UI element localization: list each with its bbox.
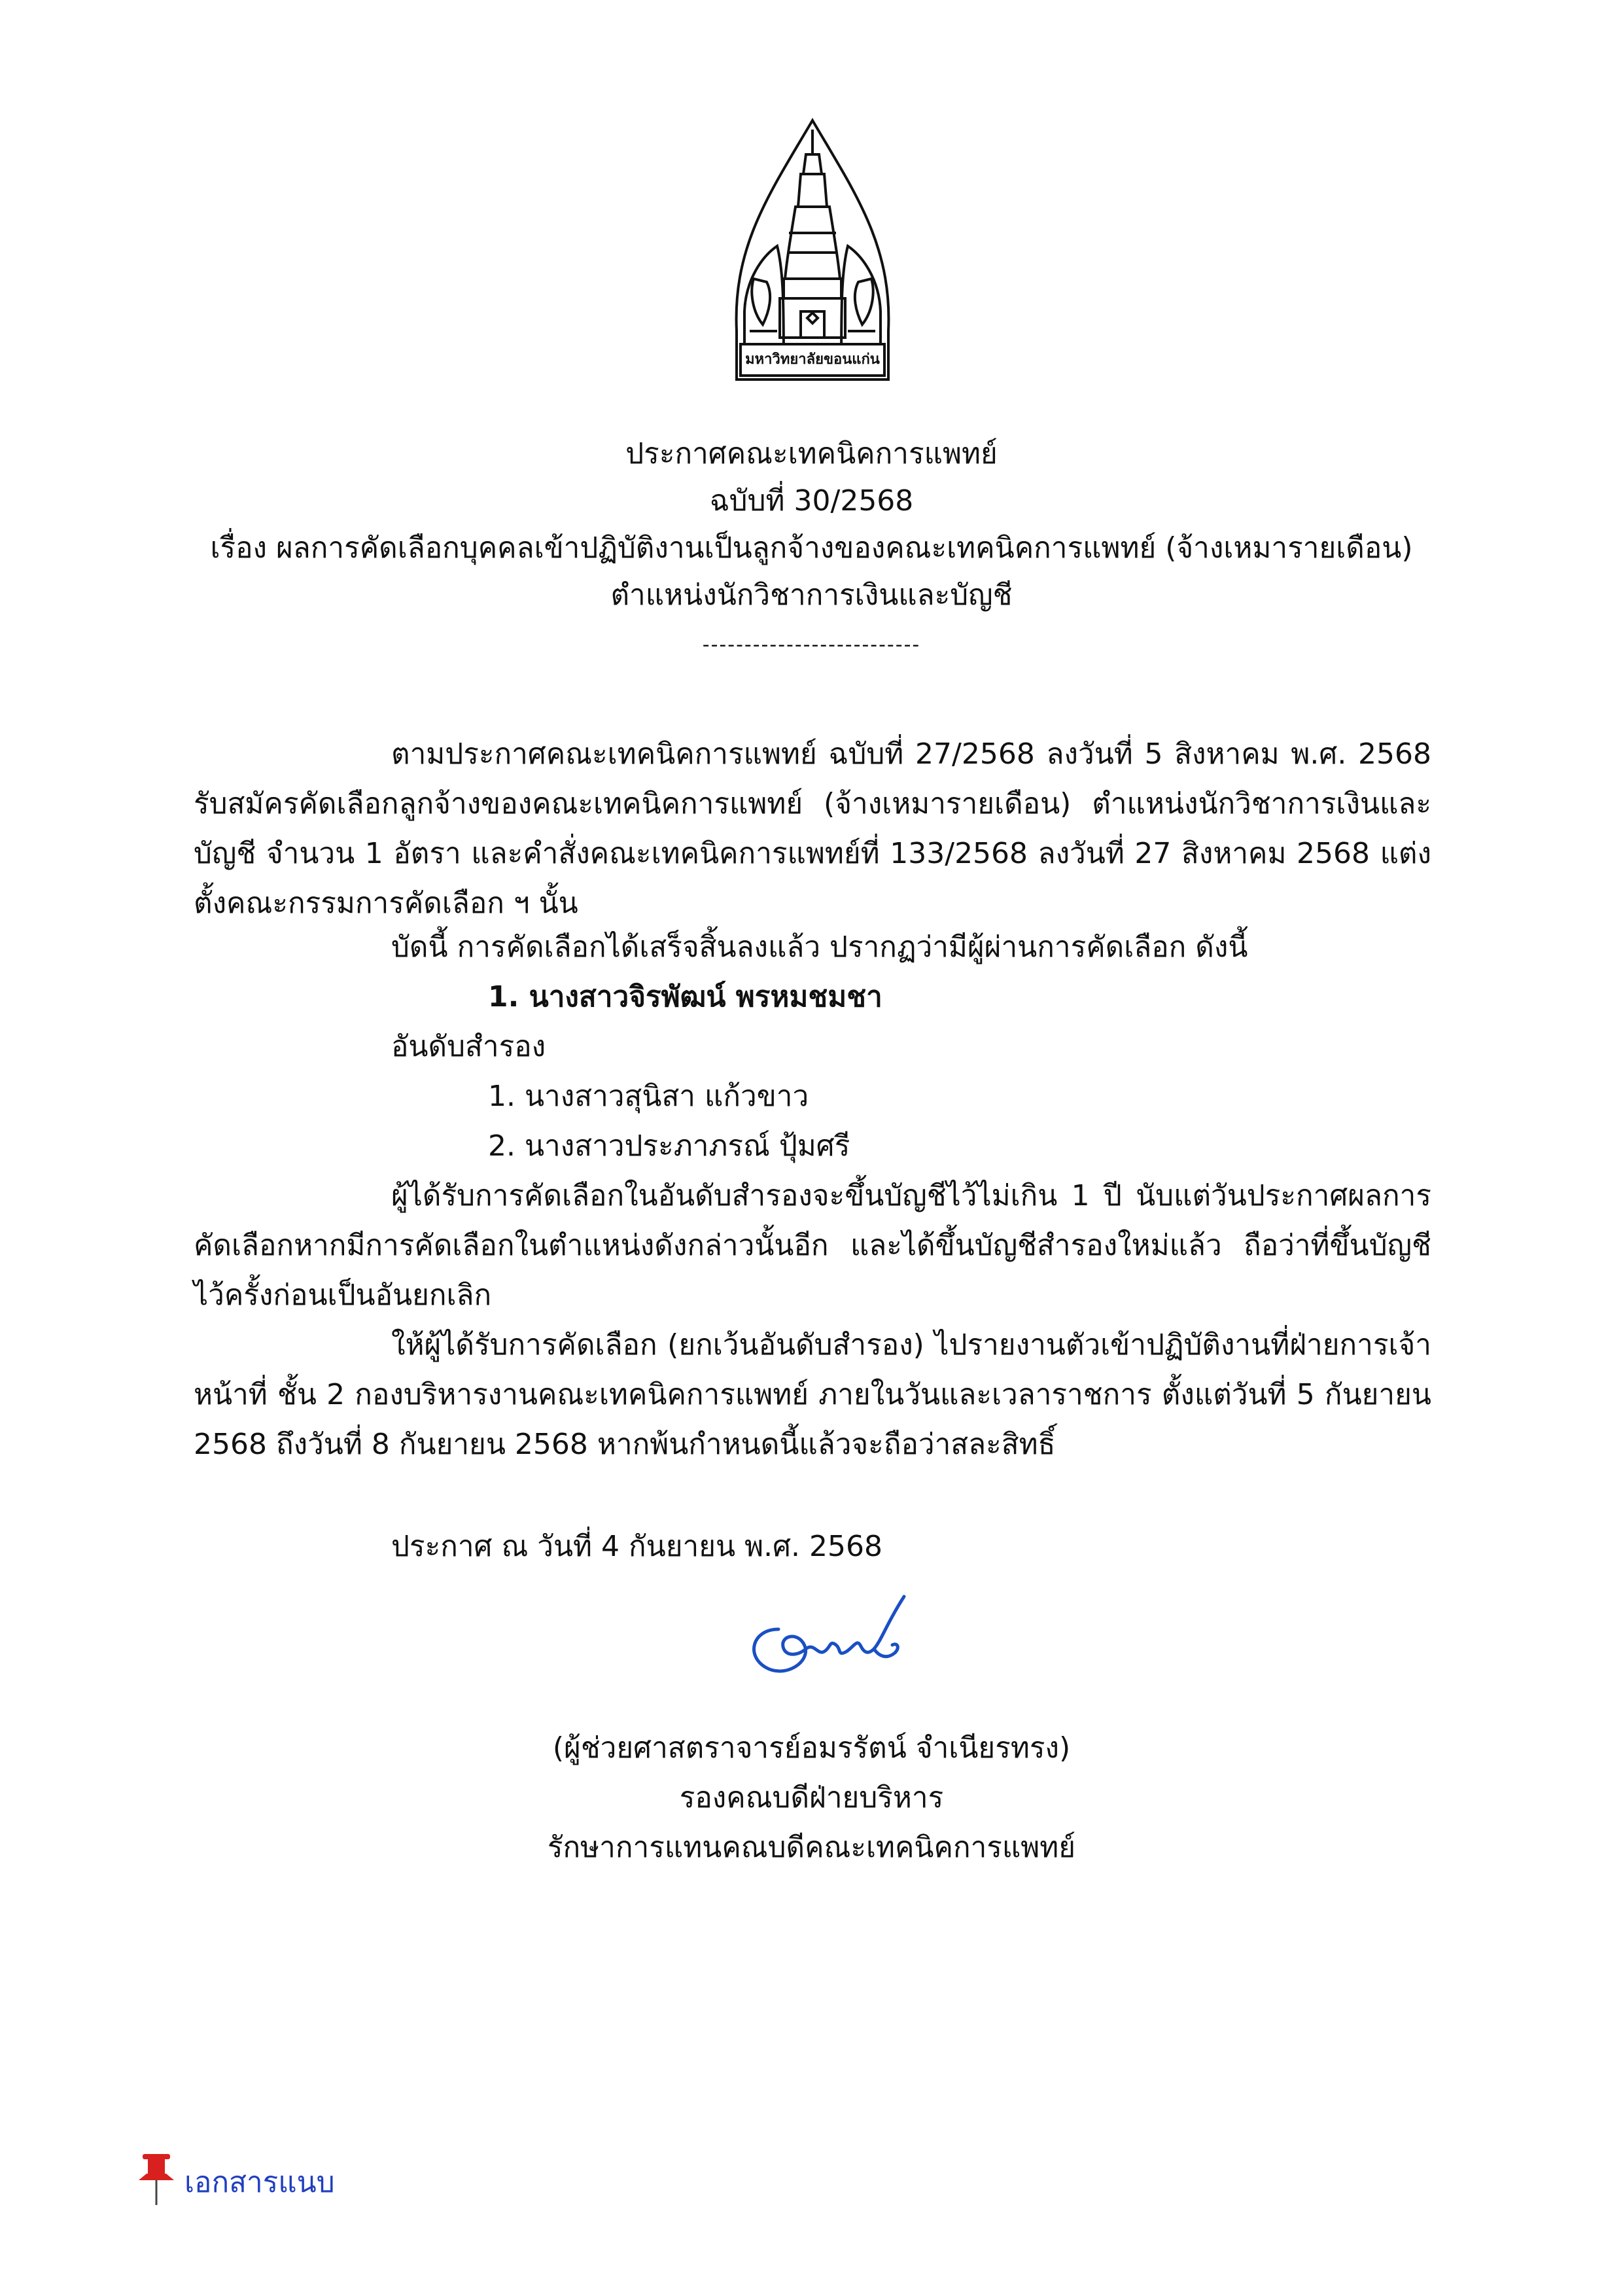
announcement-number: ฉบับที่ 30/2568 [709,484,914,518]
announcement-subject: เรื่อง ผลการคัดเลือกบุคคลเข้าปฏิบัติงานเป็นลูกจ้างของคณะเทคนิคการแพทย์ (จ้างเหมารายเดือน) [210,531,1413,565]
paragraph-result: บัดนี้ การคัดเลือกได้เสร็จสิ้นลงแล้ว ปรากฏว่ามีผู้ผ่านการคัดเลือก ดังนี้ [391,930,1248,964]
signer-title: รองคณบดีฝ่ายบริหาร [679,1781,944,1814]
signer-acting-title: รักษาการแทนคณบดีคณะเทคนิคการแพทย์ [547,1831,1076,1864]
attachment-link[interactable]: เอกสารแนบ [184,2166,335,2199]
announcement-position: ตำแหน่งนักวิชาการเงินและบัญชี [610,578,1013,612]
announcement-title: ประกาศคณะเทคนิคการแพทย์ [625,437,998,470]
paragraph-reference: ตามประกาศคณะเทคนิคการแพทย์ ฉบับที่ 27/2568 ลงวันที่ 5 สิงหาคม พ.ศ. 2568 รับสมัครคัดเลือกลูกจ้างของคณะเทคนิคการแพทย์ (จ้างเหมารายเดือน) ตำแหน่งนักวิชาการเงินและบัญชี จำนวน 1 อัตรา และคำสั่งคณะเทคนิคการแพทย์ที่ 133/2568 ลงวันที่ 27 สิงหาคม 2568 แต่งตั้งคณะกรรมการคัดเลือก ฯ นั้น [194,737,1431,920]
reserve-item-1: 1. นางสาวสุนิสา แก้วขาว [488,1080,809,1113]
selected-candidate: 1. นางสาวจิรพัฒน์ พรหมชมชา [488,980,882,1014]
paragraph-reserve-validity: ผู้ได้รับการคัดเลือกในอันดับสำรองจะขึ้นบัญชีไว้ไม่เกิน 1 ปี นับแต่วันประกาศผลการคัดเลือกหากมีการคัดเลือกในตำแหน่งดังกล่าวนั้นอีก และได้ขึ้นบัญชีสำรองใหม่แล้ว ถือว่าที่ขึ้นบัญชีไว้ครั้งก่อนเป็นอันยกเลิก [194,1179,1431,1312]
header-divider: -------------------------- [702,633,921,656]
pushpin-icon [133,2151,179,2206]
reserve-heading: อันดับสำรอง [391,1030,546,1063]
seal-caption: มหาวิทยาลัยขอนแก่น [745,351,880,368]
signer-name: (ผู้ช่วยศาสตราจารย์อมรรัตน์ จำเนียรทรง) [552,1731,1071,1765]
reserve-item-2: 2. นางสาวประภาภรณ์ ปุ้มศรี [488,1129,850,1163]
paragraph-report-duty: ให้ผู้ได้รับการคัดเลือก (ยกเว้นอันดับสำรอง) ไปรายงานตัวเข้าปฏิบัติงานที่ฝ่ายการเจ้าหน้าที่ ชั้น 2 กองบริหารงานคณะเทคนิคการแพทย์ ภายในวันและเวลาราชการ ตั้งแต่วันที่ 5 กันยายน 2568 ถึงวันที่ 8 กันยายน 2568 หากพ้นกำหนดนี้แล้วจะถือว่าสละสิทธิ์ [194,1328,1431,1461]
university-seal-icon [724,115,901,390]
announcement-date: ประกาศ ณ วันที่ 4 กันยายน พ.ศ. 2568 [391,1530,882,1563]
signature [733,1583,922,1688]
